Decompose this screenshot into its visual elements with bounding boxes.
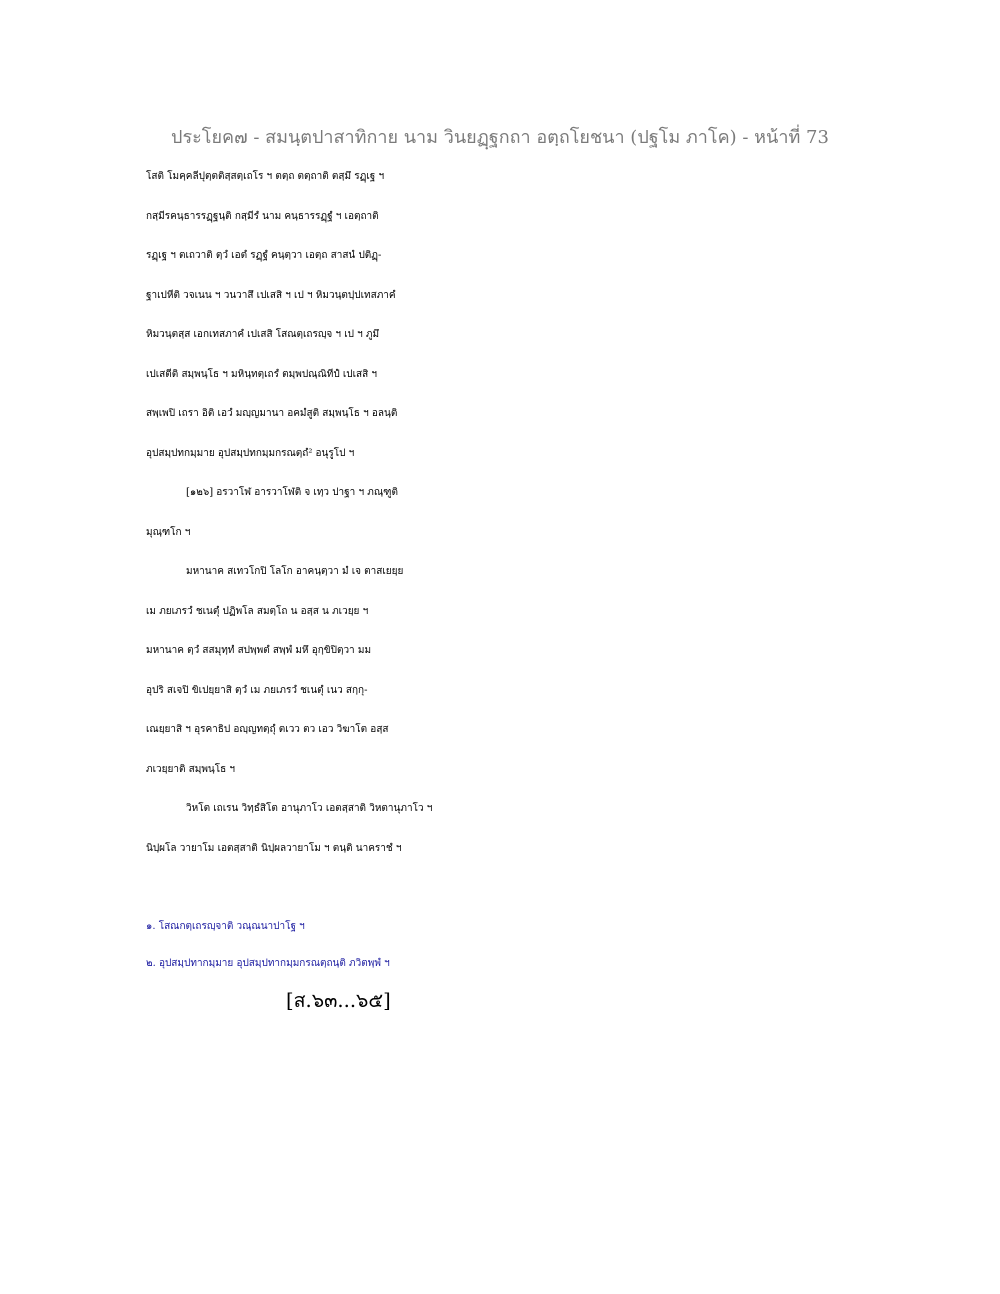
text-line: หิมวนฺตสฺส เอกเทสภาคํ เปเสสิ โสณตฺเถรญฺจ ฯ เป ฯ ภูมึ bbox=[146, 329, 380, 340]
paragraph-start-line: [๑๒๖] อรวาโฬ อารวาโฬติ จ เทฺว ปาฐา ฯ ภณฺฑูติ bbox=[186, 487, 398, 498]
text-line: มุณฺฑโก ฯ bbox=[146, 526, 191, 538]
text-line: นิปฺผโล วายาโม เอตสฺสาติ นิปฺผลวายาโม ฯ ตนฺติ นาคราชํ ฯ bbox=[146, 842, 402, 854]
text-line: ภเวยฺยาติ สมฺพนฺโธ ฯ bbox=[146, 763, 236, 775]
paragraph-start-line: มหานาค สเทวโกปิ โลโก อาคนฺตฺวา มํ เจ ตาสเยยฺย bbox=[186, 566, 404, 577]
text-line: เปเสตีติ สมฺพนฺโธ ฯ มหินฺทตฺเถรํ ตมฺพปณฺณิทีปํ เปเสสิ ฯ bbox=[146, 368, 378, 380]
text-line: มหานาค ตฺวํ สสมุทฺทํ สปพฺพตํ สพฺพํ มหึ อุกฺขิปิตฺวา มม bbox=[146, 645, 372, 656]
text-line: เณยฺยาสิ ฯ อุรคาธิป อญฺญทตฺถุํ ตเวว ตว เอว วิฆาโต อสฺส bbox=[146, 724, 389, 735]
page-reference: [ส.๖๓...๖๕] bbox=[286, 989, 391, 1012]
footnote-1: ๑. โสณกตฺเถรญฺจาติ วณฺณนาปาโฐ ฯ bbox=[146, 921, 305, 932]
footnote-2: ๒. อุปสมฺปทากมฺมาย อุปสมฺปทากมฺมกรณตฺถนฺติ ภวิตพฺพํ ฯ bbox=[146, 958, 390, 969]
text-line: รฏฺเฐ ฯ ตเถวาติ ตฺวํ เอตํ รฏฺฐํ คนฺตฺวา เอตฺถ สาสนํ ปติฏฺ- bbox=[146, 250, 382, 261]
text-line: อุปสมฺปทกมฺมาย อุปสมฺปทกมฺมกรณตฺถํ² อนุรูโป ฯ bbox=[146, 447, 355, 459]
page-header bbox=[0, 122, 1000, 151]
text-line: เม ภยเภรวํ ชเนตุํ ปฏิพโล สมตฺโถ น อสฺส น ภเวยฺย ฯ bbox=[146, 605, 369, 617]
text-line: กสฺมีรคนฺธารรฏฺฐนฺติ กสฺมีรํ นาม คนฺธารรฏฺฐํ ฯ เอตฺถาติ bbox=[146, 210, 379, 222]
text-line: สพฺเพปิ เถรา อิติ เอวํ มญฺญมานา อคมํสูติ สมฺพนฺโธ ฯ อลนฺติ bbox=[146, 408, 398, 419]
header-text: ประโยค๗ - สมนฺตปาสาทิกาย นาม วินยฏฺฐกถา อตฺถโยชนา (ปฐโม ภาโค) - หน้าที่ 73 bbox=[171, 127, 829, 148]
text-line: ฐาเปหีติ วจเนน ฯ วนวาสึ เปเสสิ ฯ เป ฯ หิมวนฺตปฺปเทสภาคํ bbox=[146, 289, 396, 301]
paragraph-start-line: วิหโต เถเรน วิทฺธํสิโต อานุภาโว เอตสฺสาติ วิหตานุภาโว ฯ bbox=[186, 803, 433, 814]
text-line: โสติ โมคฺคลีปุตฺตติสฺสตฺเถโร ฯ ตตฺถ ตตฺถาติ ตสฺมึ รฏฺเฐ ฯ bbox=[146, 171, 385, 182]
footnotes bbox=[146, 908, 906, 982]
body-text bbox=[146, 157, 906, 868]
text-line: อุปริ สเจปิ ขิเปยฺยาสิ ตฺวํ เม ภยเภรวํ ชเนตุํ เนว สกฺกุ- bbox=[146, 684, 368, 696]
